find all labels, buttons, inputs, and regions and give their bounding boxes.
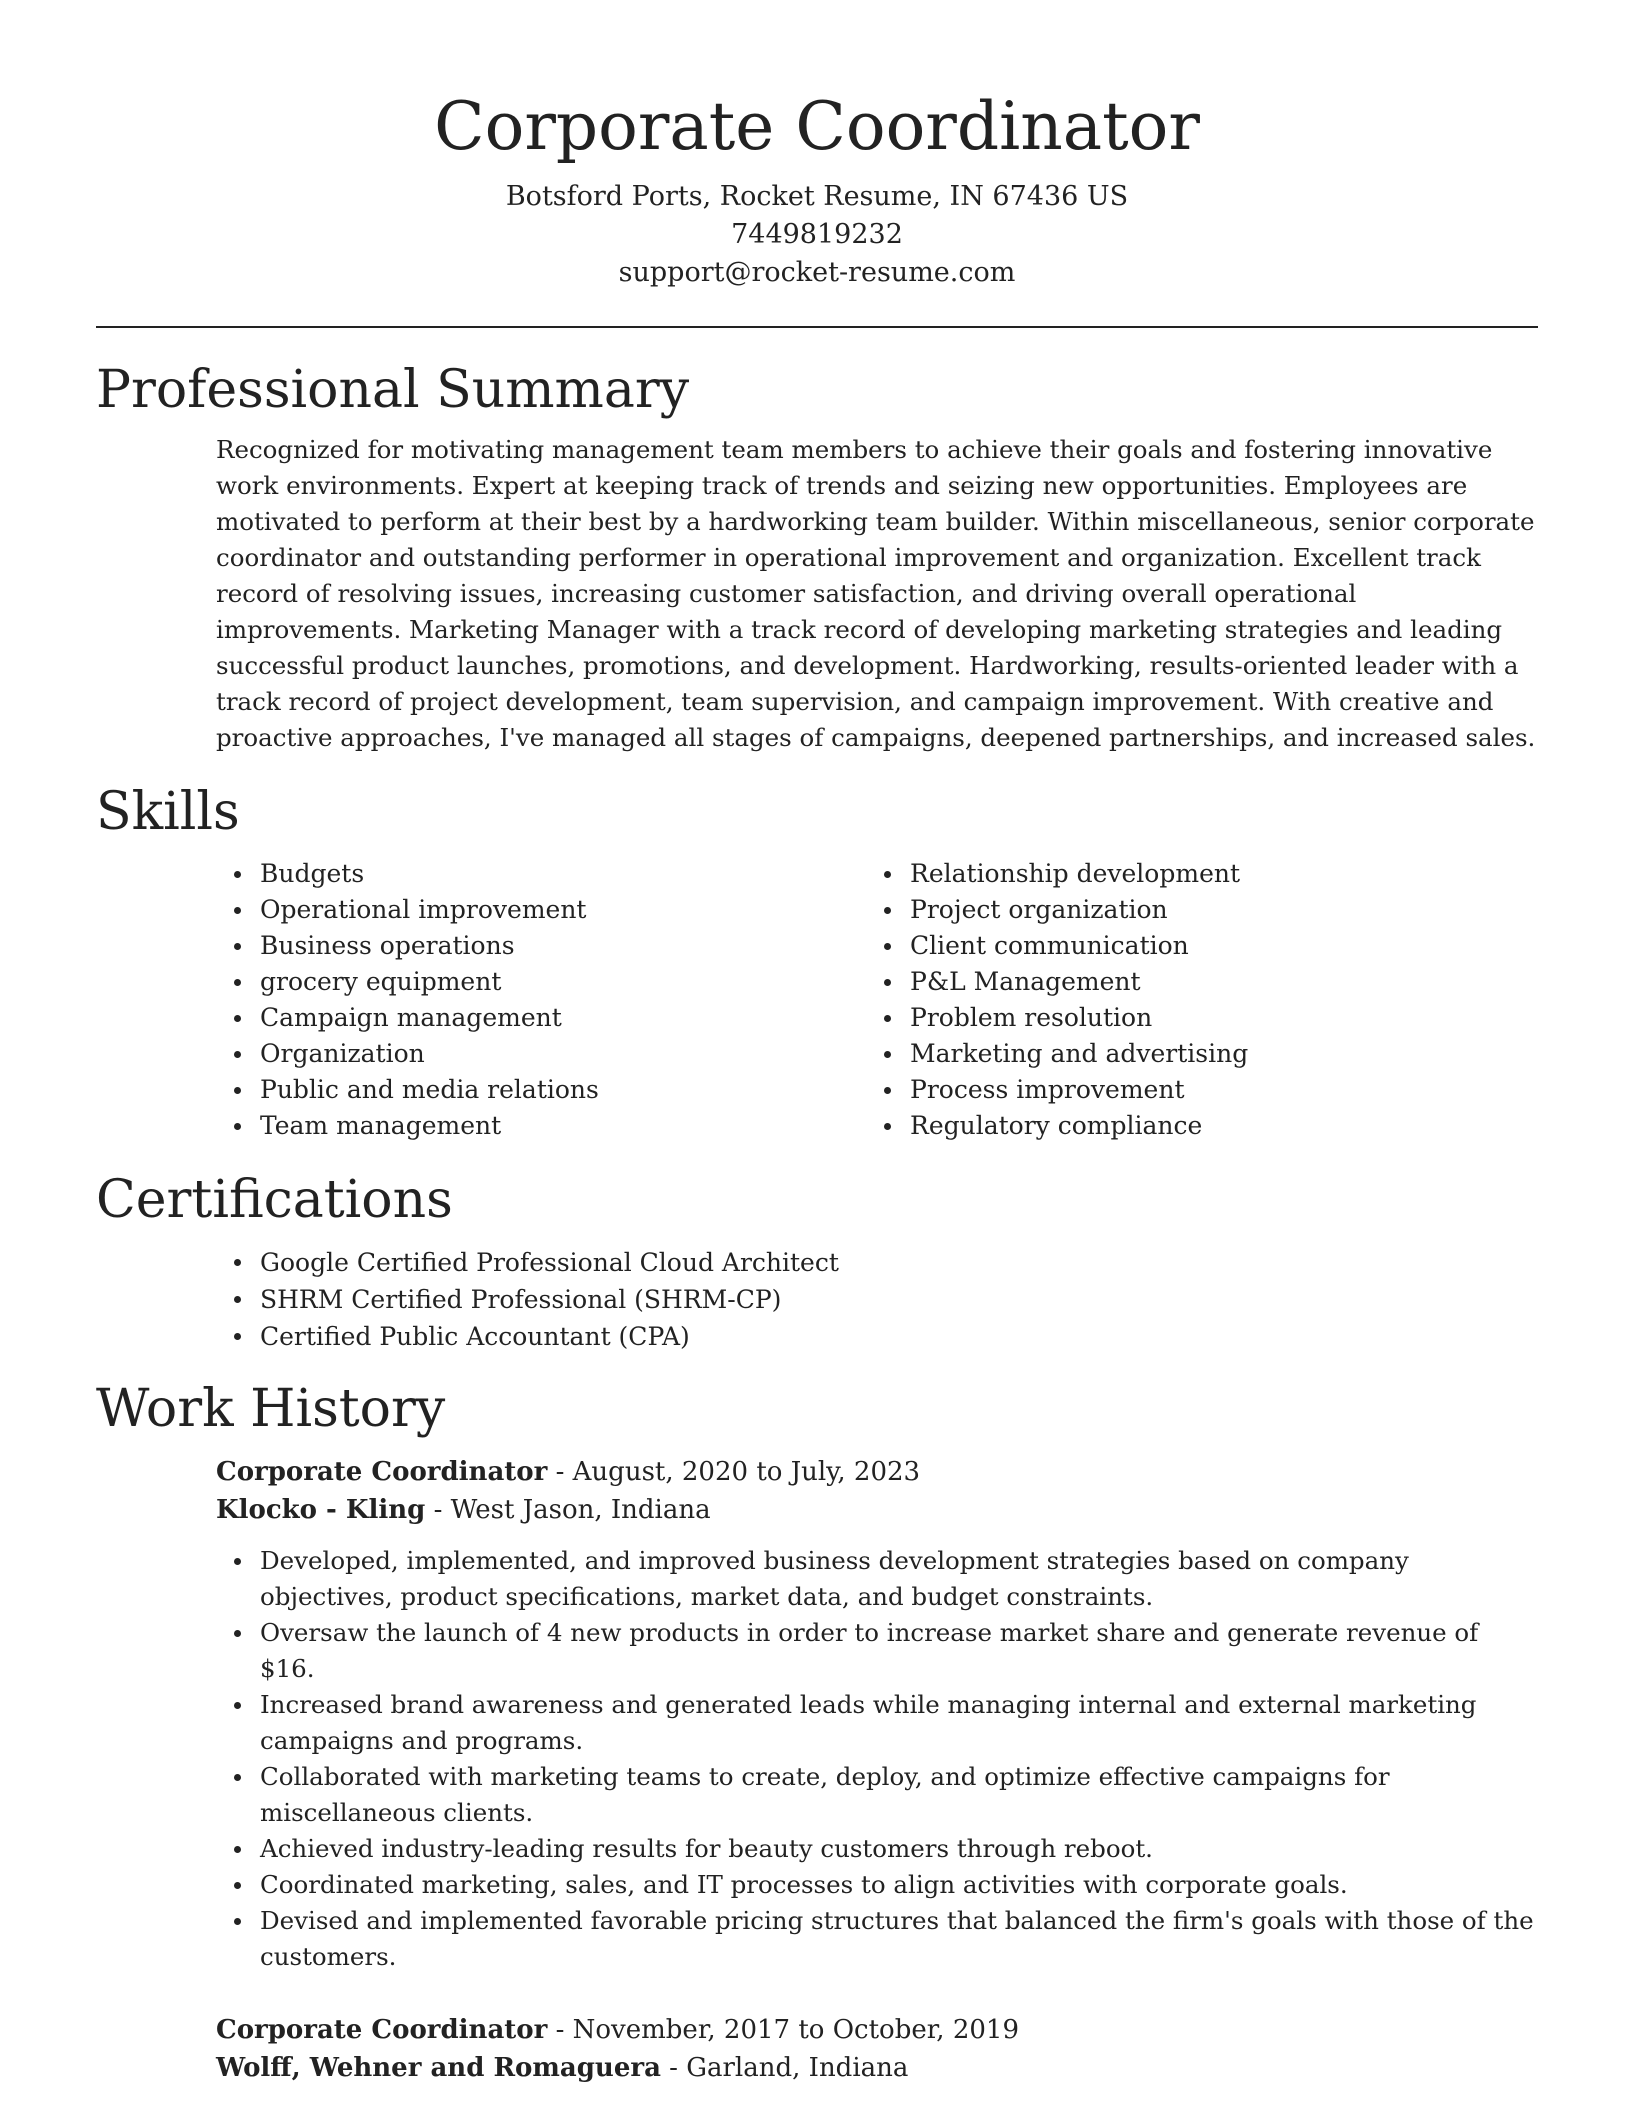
section-title-certifications: Certifications	[96, 1170, 453, 1230]
skill-item: Relationship development	[866, 856, 1516, 892]
job-bullet: Increased brand awareness and generated leads while managing internal and external marketing campaigns and programs.	[216, 1687, 1536, 1759]
job-entry	[216, 2011, 1536, 2087]
skill-item: Problem resolution	[866, 1000, 1516, 1036]
job-company-line	[216, 2049, 1536, 2087]
summary-text: Recognized for motivating management team members to achieve their goals and fostering innovative work environments. Expert at keeping track of trends and seizing new opportunities. Employees are motivated to perform at their best by a hardworking team builder. Within miscellaneous, senior corporate coordinator and outstanding performer in operational improvement and organization. Excellent track record of resolving issues, increasing customer satisfaction, and driving overall operational improvements. Marketing Manager with a track record of developing marketing strategies and leading successful product launches, promotions, and development. Hardworking, results-oriented leader with a track record of project development, team supervision, and campaign improvement. With creative and proactive approaches, I've managed all stages of campaigns, deepened partnerships, and increased sales.	[216, 435, 1536, 752]
skill-item: Organization	[216, 1036, 866, 1072]
section-title-summary: Professional Summary	[96, 360, 690, 420]
resume-page	[96, 0, 1538, 2087]
skills-list	[216, 856, 1538, 1144]
skill-item: Regulatory compliance	[866, 1108, 1516, 1144]
job-company-line	[216, 1491, 1536, 1529]
job-bullet: Achieved industry-leading results for beauty customers through reboot.	[216, 1831, 1536, 1867]
job-bullet: Coordinated marketing, sales, and IT processes to align activities with corporate goals.	[216, 1867, 1536, 1903]
job-bullet: Collaborated with marketing teams to create, deploy, and optimize effective campaigns for miscellaneous clients.	[216, 1759, 1536, 1831]
skill-item: Campaign management	[216, 1000, 866, 1036]
skill-item: Business operations	[216, 928, 866, 964]
resume-name: Corporate Coordinator	[434, 88, 1200, 165]
job-dates: - August, 2020 to July, 2023	[547, 1457, 921, 1487]
certifications-list	[216, 1244, 1538, 1355]
skill-item: Operational improvement	[216, 892, 866, 928]
skill-item: Budgets	[216, 856, 866, 892]
contact-address: Botsford Ports, Rocket Resume, IN 67436 US	[505, 181, 1129, 212]
section-title-work-history: Work History	[96, 1379, 446, 1439]
skill-item: Process improvement	[866, 1072, 1516, 1108]
job-bullet: Oversaw the launch of 4 new products in order to increase market share and generate revenue of $16.	[216, 1615, 1536, 1687]
job-responsibilities	[216, 1543, 1536, 1975]
skill-item: Marketing and advertising	[866, 1036, 1516, 1072]
job-dates: - November, 2017 to October, 2019	[547, 2015, 1019, 2045]
job-title-line	[216, 1453, 1536, 1491]
job-entry	[216, 1453, 1536, 1975]
job-location: - Garland, Indiana	[660, 2053, 909, 2083]
certification-item: SHRM Certified Professional (SHRM-CP)	[216, 1281, 1538, 1318]
skills-column-left	[216, 856, 866, 1144]
skill-item: P&L Management	[866, 964, 1516, 1000]
job-company: Klocko - Kling	[216, 1495, 426, 1525]
section-title-skills: Skills	[96, 782, 240, 842]
contact-email: support@rocket-resume.com	[618, 257, 1016, 288]
skill-item: Public and media relations	[216, 1072, 866, 1108]
skill-item: grocery equipment	[216, 964, 866, 1000]
job-title-line	[216, 2011, 1536, 2049]
certification-item: Certified Public Accountant (CPA)	[216, 1318, 1538, 1355]
certification-item: Google Certified Professional Cloud Architect	[216, 1244, 1538, 1281]
header-divider	[96, 326, 1538, 328]
skills-column-right	[866, 856, 1516, 1144]
skill-item: Client communication	[866, 928, 1516, 964]
contact-block	[96, 178, 1538, 292]
job-title: Corporate Coordinator	[216, 1457, 548, 1487]
skill-item: Project organization	[866, 892, 1516, 928]
contact-phone: 7449819232	[731, 219, 903, 250]
job-title: Corporate Coordinator	[216, 2015, 548, 2045]
job-bullet: Developed, implemented, and improved business development strategies based on company objectives, product specifications, market data, and budget constraints.	[216, 1543, 1536, 1615]
job-bullet: Devised and implemented favorable pricing structures that balanced the firm's goals with those of the customers.	[216, 1903, 1536, 1975]
job-company: Wolff, Wehner and Romaguera	[216, 2053, 661, 2083]
skill-item: Team management	[216, 1108, 866, 1144]
job-location: - West Jason, Indiana	[425, 1495, 711, 1525]
